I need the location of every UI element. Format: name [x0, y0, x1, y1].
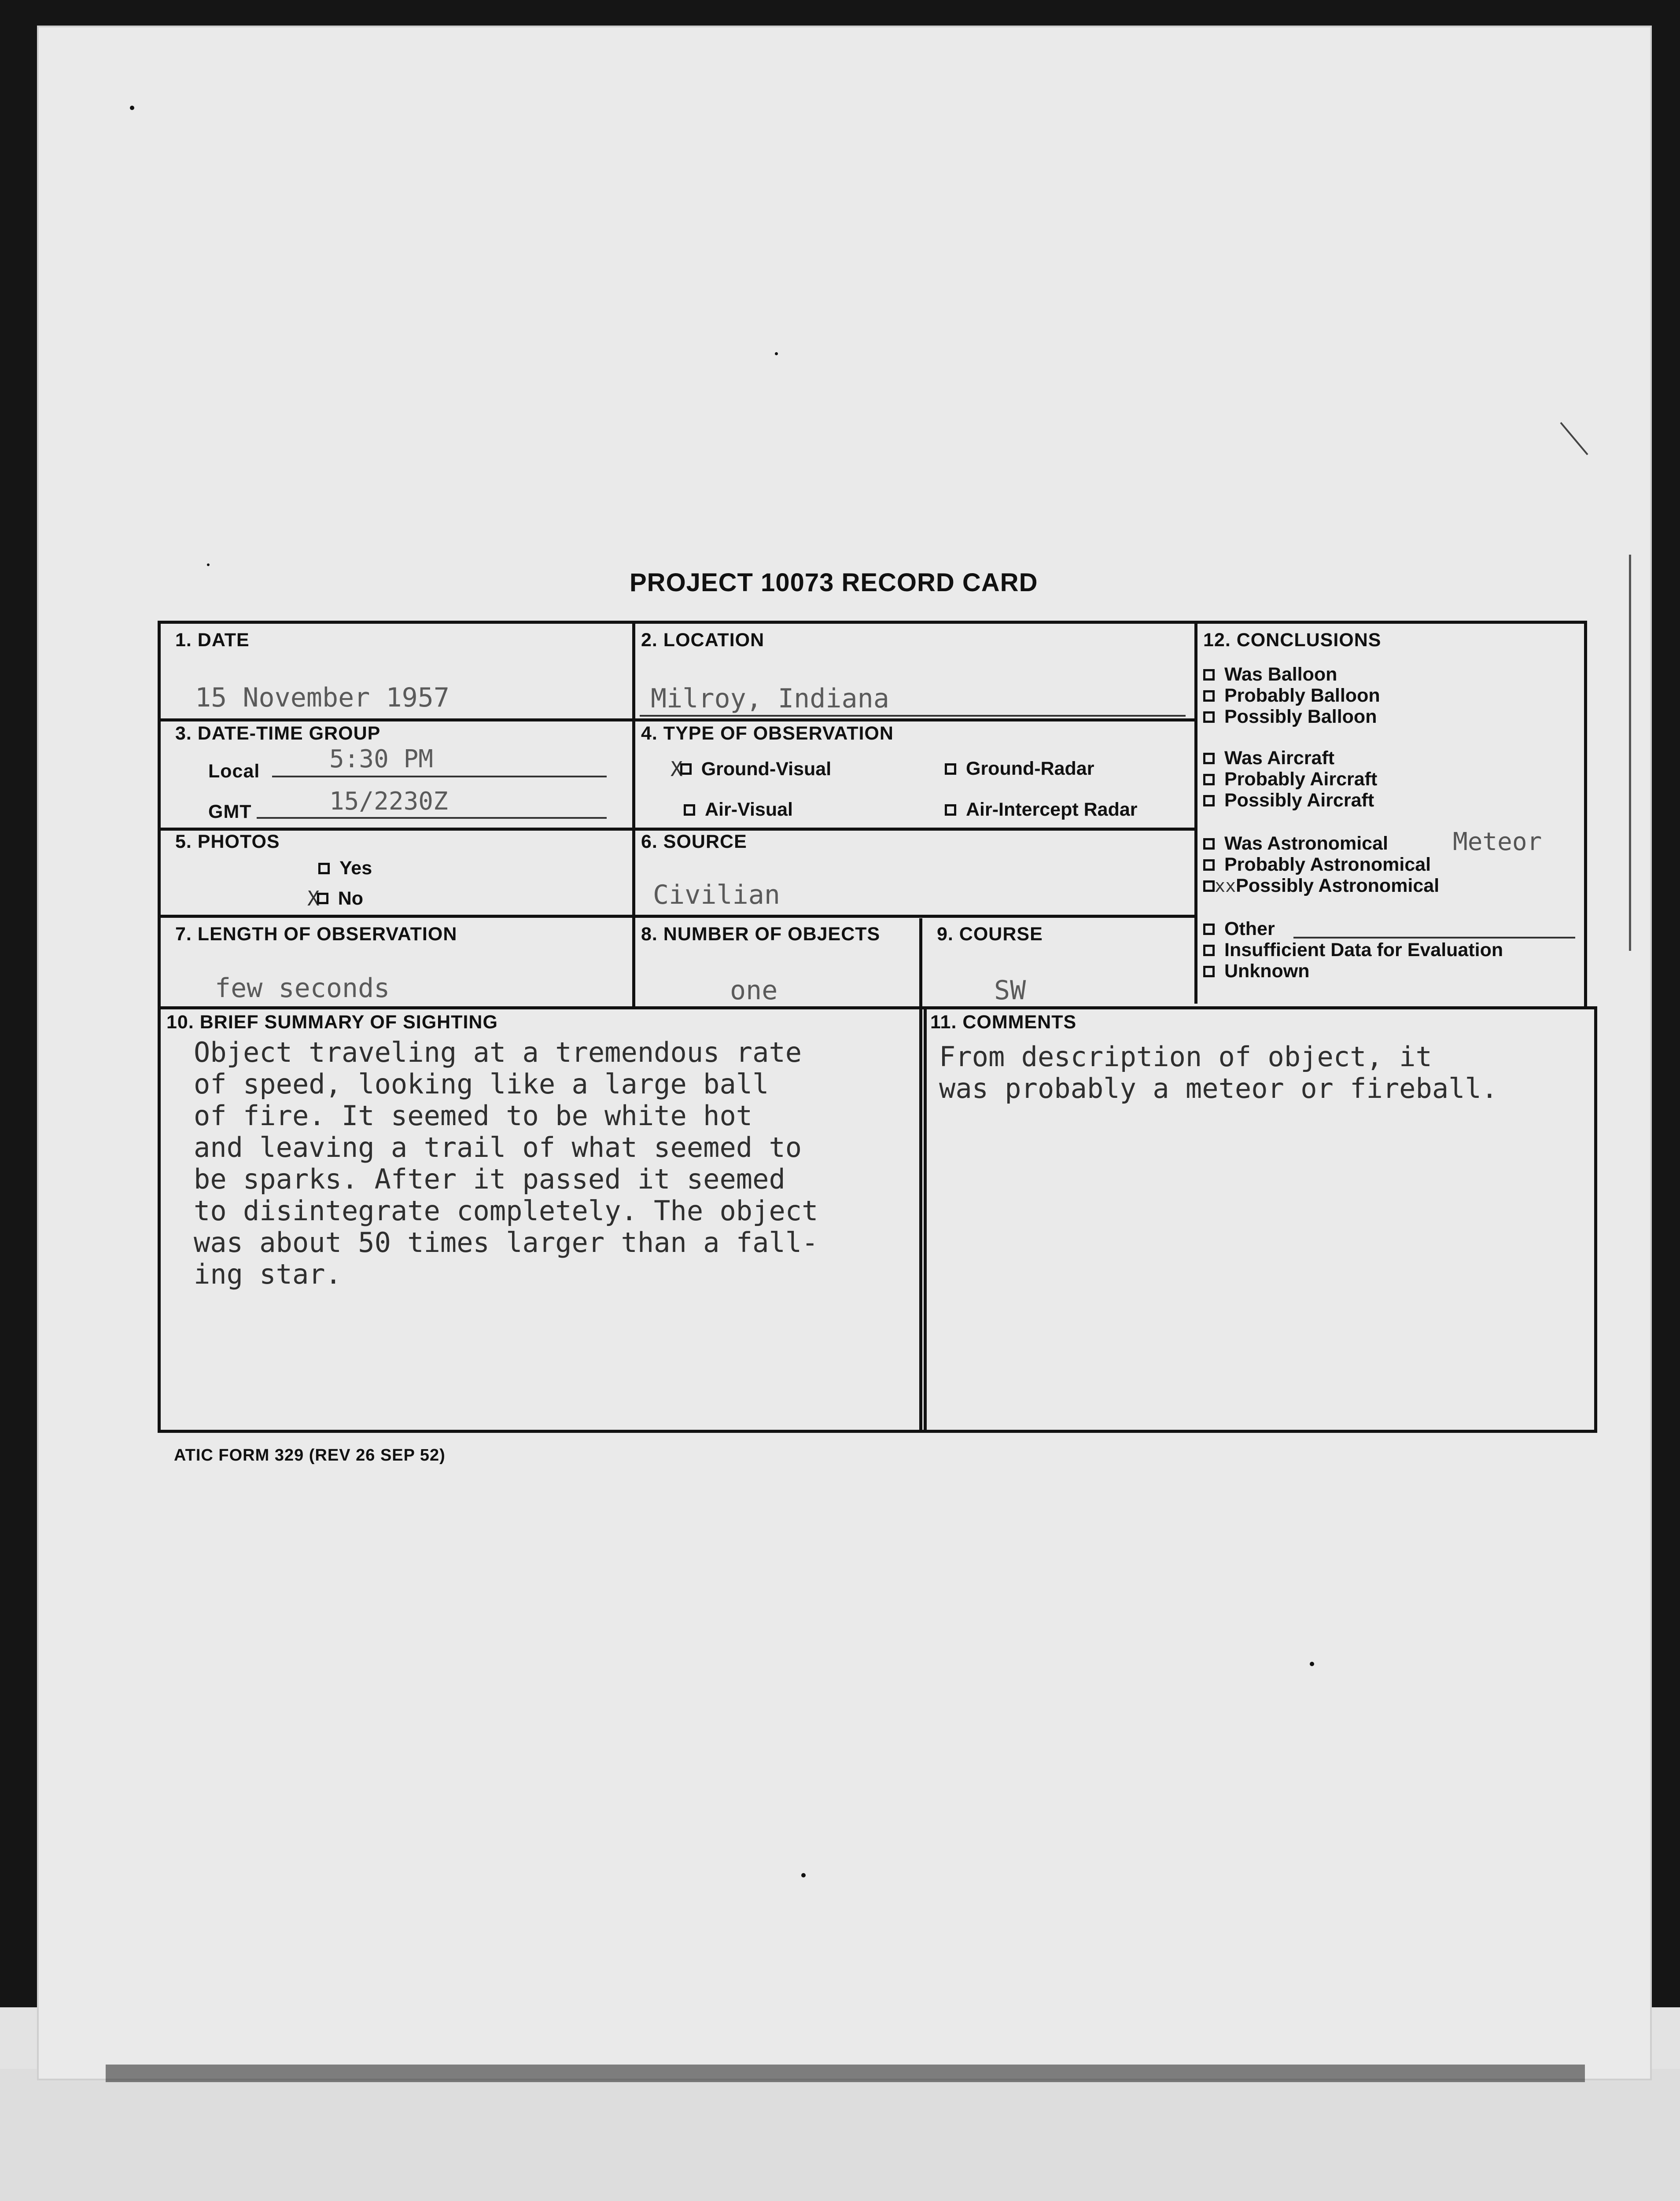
photos-label: 5. PHOTOS [175, 831, 280, 852]
conclusion-possibly-astronomical[interactable] [1203, 875, 1439, 897]
brief-summary-label: 10. BRIEF SUMMARY OF SIGHTING [166, 1012, 498, 1033]
option-mark: X [307, 887, 320, 910]
gmt-underline [257, 817, 607, 819]
scan-speck [207, 563, 210, 566]
option-air-visual[interactable] [684, 799, 793, 821]
checkbox-icon [1203, 880, 1215, 892]
scan-speck [801, 1873, 806, 1877]
conclusion-probably-astronomical[interactable] [1203, 854, 1431, 876]
comments-text [939, 1041, 1498, 1104]
checkbox-icon [1203, 774, 1215, 785]
grid-row-2 [158, 828, 1197, 831]
checkbox-icon [680, 763, 692, 775]
summary-line: ing star. [194, 1258, 342, 1290]
other-underline [1293, 937, 1575, 939]
conclusion-label: Was Astronomical [1224, 833, 1388, 854]
card-border-right-lower [1594, 1008, 1597, 1433]
checkbox-icon [1203, 966, 1215, 977]
checkbox-icon [1203, 859, 1215, 871]
conclusion-possibly-balloon[interactable] [1203, 706, 1377, 728]
summary-line: of speed, looking like a large ball [194, 1068, 769, 1100]
course-label: 9. COURSE [937, 924, 1043, 945]
source-label: 6. SOURCE [641, 831, 747, 852]
checkbox-icon [1203, 795, 1215, 806]
checkbox-icon [1203, 924, 1215, 935]
conclusion-label: Probably Aircraft [1224, 769, 1378, 790]
card-border-bottom [158, 1430, 1597, 1433]
course-value: SW [994, 975, 1026, 1006]
possibly-astronomical-mark: xx [1215, 876, 1236, 896]
comments-label: 11. COMMENTS [930, 1012, 1077, 1033]
checkbox-icon [317, 893, 328, 904]
option-photos-no[interactable] [307, 887, 363, 910]
conclusion-label: Probably Astronomical [1224, 854, 1431, 875]
checkbox-icon [684, 804, 695, 816]
conclusion-was-aircraft[interactable] [1203, 747, 1334, 769]
gmt-label: GMT [208, 801, 252, 822]
summary-line: and leaving a trail of what seemed to [194, 1131, 802, 1163]
option-ground-visual[interactable] [671, 757, 831, 781]
checkbox-icon [945, 804, 956, 816]
length-of-observation-label: 7. LENGTH OF OBSERVATION [175, 924, 457, 945]
comment-line: was probably a meteor or fireball. [939, 1072, 1498, 1104]
type-of-observation-label: 4. TYPE OF OBSERVATION [641, 723, 894, 744]
conclusion-label: Other [1224, 918, 1275, 939]
local-time-value: 5:30 PM [329, 745, 434, 773]
conclusion-label: Unknown [1224, 961, 1310, 982]
option-mark: X [671, 757, 683, 781]
gmt-value: 15/2230Z [329, 787, 448, 816]
grid-row-4 [158, 1006, 1597, 1009]
brief-summary-text [194, 1037, 818, 1290]
location-label: 2. LOCATION [641, 629, 765, 651]
conclusion-probably-balloon[interactable] [1203, 685, 1380, 707]
grid-row-1 [158, 718, 1197, 721]
scan-edge-line [1629, 555, 1631, 951]
option-air-intercept-radar[interactable] [945, 799, 1137, 821]
summary-line: of fire. It seemed to be white hot [194, 1100, 753, 1132]
number-of-objects-value: one [730, 975, 778, 1006]
conclusion-was-astronomical[interactable] [1203, 833, 1388, 854]
paper-shadow [106, 2065, 1585, 2082]
record-card [158, 621, 1597, 1433]
comment-line: From description of object, it [939, 1041, 1432, 1073]
location-underline [640, 715, 1186, 717]
grid-col-course [919, 918, 922, 1432]
conclusion-label: Possibly Aircraft [1224, 790, 1374, 811]
option-label: Ground-Radar [966, 758, 1094, 779]
scan-speck [775, 352, 778, 355]
local-label: Local [208, 761, 260, 782]
checkbox-icon [1203, 711, 1215, 723]
option-label: Air-Visual [705, 799, 793, 820]
conclusion-label: Probably Balloon [1224, 685, 1380, 706]
summary-line: to disintegrate completely. The object [194, 1195, 818, 1227]
date-value: 15 November 1957 [195, 682, 449, 713]
conclusion-insufficient-data[interactable] [1203, 939, 1503, 961]
conclusion-label: Was Balloon [1224, 664, 1337, 685]
local-underline [272, 776, 607, 777]
option-label: Air-Intercept Radar [966, 799, 1138, 820]
length-of-observation-value: few seconds [215, 973, 390, 1004]
checkbox-icon [318, 863, 330, 874]
card-border-top [158, 621, 1586, 624]
conclusions-label: 12. CONCLUSIONS [1203, 629, 1382, 651]
number-of-objects-label: 8. NUMBER OF OBJECTS [641, 924, 881, 945]
conclusion-label: Possibly Astronomical [1236, 875, 1440, 896]
source-value: Civilian [653, 880, 780, 910]
card-border-left [158, 621, 161, 1433]
option-label: Ground-Visual [701, 758, 832, 780]
date-time-group-label: 3. DATE-TIME GROUP [175, 723, 381, 744]
form-number-footer: ATIC FORM 329 (REV 26 SEP 52) [174, 1446, 446, 1465]
conclusion-unknown[interactable] [1203, 961, 1309, 982]
checkbox-icon [1203, 945, 1215, 956]
checkbox-icon [1203, 690, 1215, 702]
card-border-right-upper [1584, 621, 1587, 1008]
conclusion-label: Insufficient Data for Evaluation [1224, 939, 1503, 961]
scan-background-bottom [0, 2069, 1680, 2201]
grid-row-3 [158, 915, 1197, 918]
option-photos-yes[interactable] [318, 858, 372, 879]
checkbox-icon [1203, 669, 1215, 681]
summary-line: Object traveling at a tremendous rate [194, 1036, 802, 1068]
grid-col-2 [1194, 621, 1197, 1004]
conclusion-probably-aircraft[interactable] [1203, 769, 1377, 790]
option-label: No [338, 887, 364, 909]
conclusion-label: Was Aircraft [1224, 747, 1335, 769]
option-ground-radar[interactable] [945, 758, 1094, 780]
summary-line: was about 50 times larger than a fall- [194, 1226, 818, 1259]
date-label: 1. DATE [175, 629, 250, 651]
conclusion-was-balloon[interactable] [1203, 664, 1337, 685]
grid-col-1 [632, 621, 635, 1008]
scan-speck [1310, 1662, 1314, 1666]
checkbox-icon [1203, 838, 1215, 850]
checkbox-icon [1203, 753, 1215, 764]
checkbox-icon [945, 763, 956, 775]
card-title: PROJECT 10073 RECORD CARD [630, 568, 1038, 597]
grid-col-comments [924, 1008, 927, 1433]
option-label: Yes [339, 858, 372, 879]
conclusion-other[interactable] [1203, 918, 1275, 940]
summary-line: be sparks. After it passed it seemed [194, 1163, 785, 1195]
conclusion-possibly-aircraft[interactable] [1203, 790, 1374, 811]
conclusion-label: Possibly Balloon [1224, 706, 1377, 727]
scan-speck [130, 106, 134, 110]
location-value: Milroy, Indiana [651, 683, 889, 714]
meteor-note: Meteor [1453, 828, 1542, 856]
